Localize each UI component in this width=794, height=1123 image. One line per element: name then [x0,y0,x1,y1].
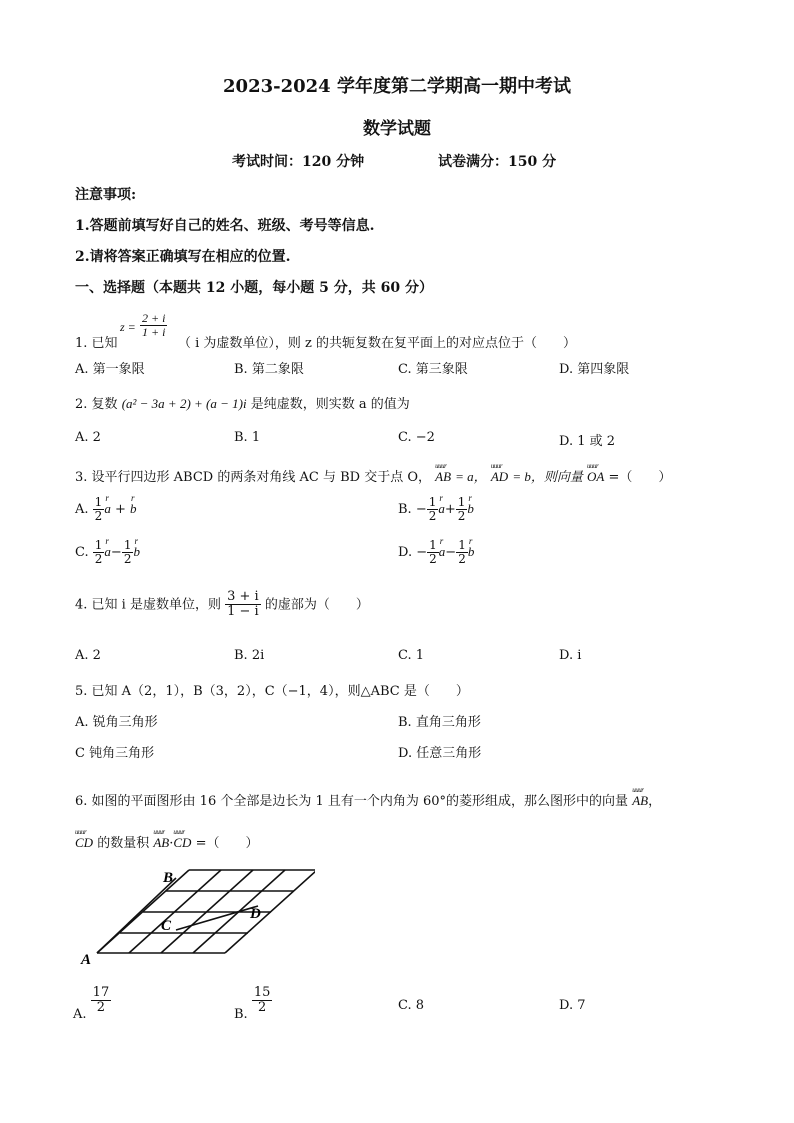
notes-heading: 注意事项: [75,187,137,203]
q6-option-b-label: B. [234,1007,248,1023]
q2-expression: (a² − 3a + 2) + (a − 1)i [121,396,247,411]
q6-vector-cd-2: uuur CD [173,835,191,851]
q1-option-c: C. 第三象限 [398,362,468,377]
question-3 [75,466,671,485]
q3-vector-oa: uuur OA [587,469,604,485]
q4-option-d: D. i [559,648,582,663]
question-2 [75,393,410,412]
point-label-c: C [161,918,172,934]
q2-option-c: C. −2 [398,430,435,445]
q2-option-a: A. 2 [75,430,101,445]
q3-option-a [75,496,137,523]
q1-prefix: 1. 已知 [75,336,118,351]
q1-z-eq: z = [120,320,136,334]
exam-title: 2023-2024 学年度第二学期高一期中考试 [223,76,571,97]
q3-c-frac1: $\frac{1}{2}$ [94,538,103,567]
q6-option-a [73,985,111,1023]
q3-d-frac2: $\frac{1}{2}$ [458,538,466,567]
q3-d-vec-b: r b [468,544,475,560]
q6-stem-2: 的数量积 [97,836,150,851]
question-6-line-2 [75,832,259,851]
q3-vector-ab: uuur AB [435,469,451,485]
q2-option-b: B. 1 [234,430,261,445]
point-label-a: A [81,952,92,968]
q6-dot: · [169,836,174,851]
q3-b-plus: + [444,502,456,518]
q3-option-b-label: B. [398,502,412,518]
q3-a-vec-b: r b [130,501,137,517]
q3-option-c-label: C. [75,545,89,561]
q3-b-frac1: $\frac{1}{2}$ [428,495,437,524]
q3-c-minus: − [110,545,122,561]
q6-option-b-frac: $\frac{15}{2}$ [253,985,271,1016]
q2-option-d: D. 1 或 2 [559,434,616,449]
q3-option-d-label: D. [398,545,413,561]
q1-frac-den: 1 + i [142,325,166,340]
q3-a-plus: + [114,502,126,518]
q3-a-frac: $\frac{1}{2}$ [94,495,103,524]
q6-comma: ， [648,794,662,809]
question-1 [75,311,577,352]
q3-tail: =（ ） [608,470,672,485]
q1-fraction [140,312,167,339]
q3-option-d [398,539,474,566]
q6-option-d: D. 7 [559,998,586,1013]
q3-stem-1: 3. 设平行四边形 ABCD 的两条对角线 AC 与 BD 交于点 O， [75,470,431,485]
q3-c-vec-b: r b [133,544,140,560]
q3-eq-a: = a， [455,469,487,484]
q5-option-d: D. 任意三角形 [398,746,482,761]
q4-frac-num: 3 + i [227,589,259,604]
q3-d-frac1: $\frac{1}{2}$ [429,538,437,567]
q3-c-vec-a: r a [104,544,111,560]
q3-b-frac2: $\frac{1}{2}$ [457,495,466,524]
q1-stem: （ i 为虚数单位），则 z 的共轭复数在复平面上的对应点位于（ ） [178,336,577,351]
q3-b-minus: − [415,502,427,518]
q4-fraction [225,590,261,620]
q3-c-frac2: $\frac{1}{2}$ [123,538,132,567]
q3-d-vec-a: r a [439,544,446,560]
q5-option-b: B. 直角三角形 [398,715,481,730]
q6-vector-ab: uuur AB [632,793,648,809]
rhombus-grid-figure [75,860,315,970]
q4-option-a: A. 2 [75,648,101,663]
question-6-line-1 [75,790,661,809]
section-1-heading: 一、选择题（本题共 12 小题，每小题 5 分，共 60 分） [75,280,433,296]
q3-a-vec-a: r a [104,501,111,517]
q3-option-c [75,539,140,566]
q6-option-a-label: A. [73,1007,87,1023]
q3-d-minus2: − [445,545,457,561]
q4-stem: 的虚部为（ ） [264,597,369,613]
full-score: 试卷满分：150 分 [438,154,557,170]
q6-option-c: C. 8 [398,998,425,1013]
exam-time: 考试时间：120 分钟 [232,154,365,170]
q3-option-b [398,496,474,523]
q2-stem: 是纯虚数，则实数 a 的值为 [250,397,410,412]
q4-option-c: C. 1 [398,648,425,663]
q6-tail: =（ ） [195,836,259,851]
notes-item-1: 1.答题前填写好自己的姓名、班级、考号等信息. [75,218,375,234]
point-label-b: B [163,870,174,886]
q3-eq-b: = b，则向量 [512,469,583,484]
q5-option-a: A. 锐角三角形 [75,715,158,730]
notes-item-2: 2.请将答案正确填写在相应的位置. [75,249,291,265]
q1-option-a: A. 第一象限 [75,362,145,377]
q3-option-a-label: A. [75,502,89,518]
rhombus-grid-lines [97,870,315,953]
q6-vector-cd: uuur CD [75,835,93,851]
q3-d-minus1: − [416,545,428,561]
q6-stem-1: 6. 如图的平面图形由 16 个全部是边长为 1 且有一个内角为 60°的菱形组成，那么图形中的向量 [75,794,629,809]
q5-option-c: C 钝角三角形 [75,746,155,761]
q6-vector-ab-2: uuur AB [153,835,169,851]
q4-frac-den: 1 − i [227,604,259,620]
exam-subtitle: 数学试题 [363,119,431,139]
question-5: 5. 已知 A（2，1），B（3，2），C（−1，4），则△ABC 是（ ） [75,684,469,699]
q2-prefix: 2. 复数 [75,397,118,412]
q3-vector-ad: uuur AD [491,469,508,485]
q4-prefix: 4. 已知 i 是虚数单位，则 [75,597,221,613]
q4-option-b: B. 2i [234,648,265,663]
point-label-d: D [250,906,261,922]
question-4 [75,590,369,620]
q1-option-b: B. 第二象限 [234,362,304,377]
q3-b-vec-b: r b [467,501,474,517]
q6-option-b [234,985,272,1023]
q3-b-vec-a: r a [438,501,445,517]
q1-frac-num: 2 + i [142,311,166,325]
q6-option-a-frac: $\frac{17}{2}$ [92,985,110,1016]
q1-option-d: D. 第四象限 [559,362,630,377]
